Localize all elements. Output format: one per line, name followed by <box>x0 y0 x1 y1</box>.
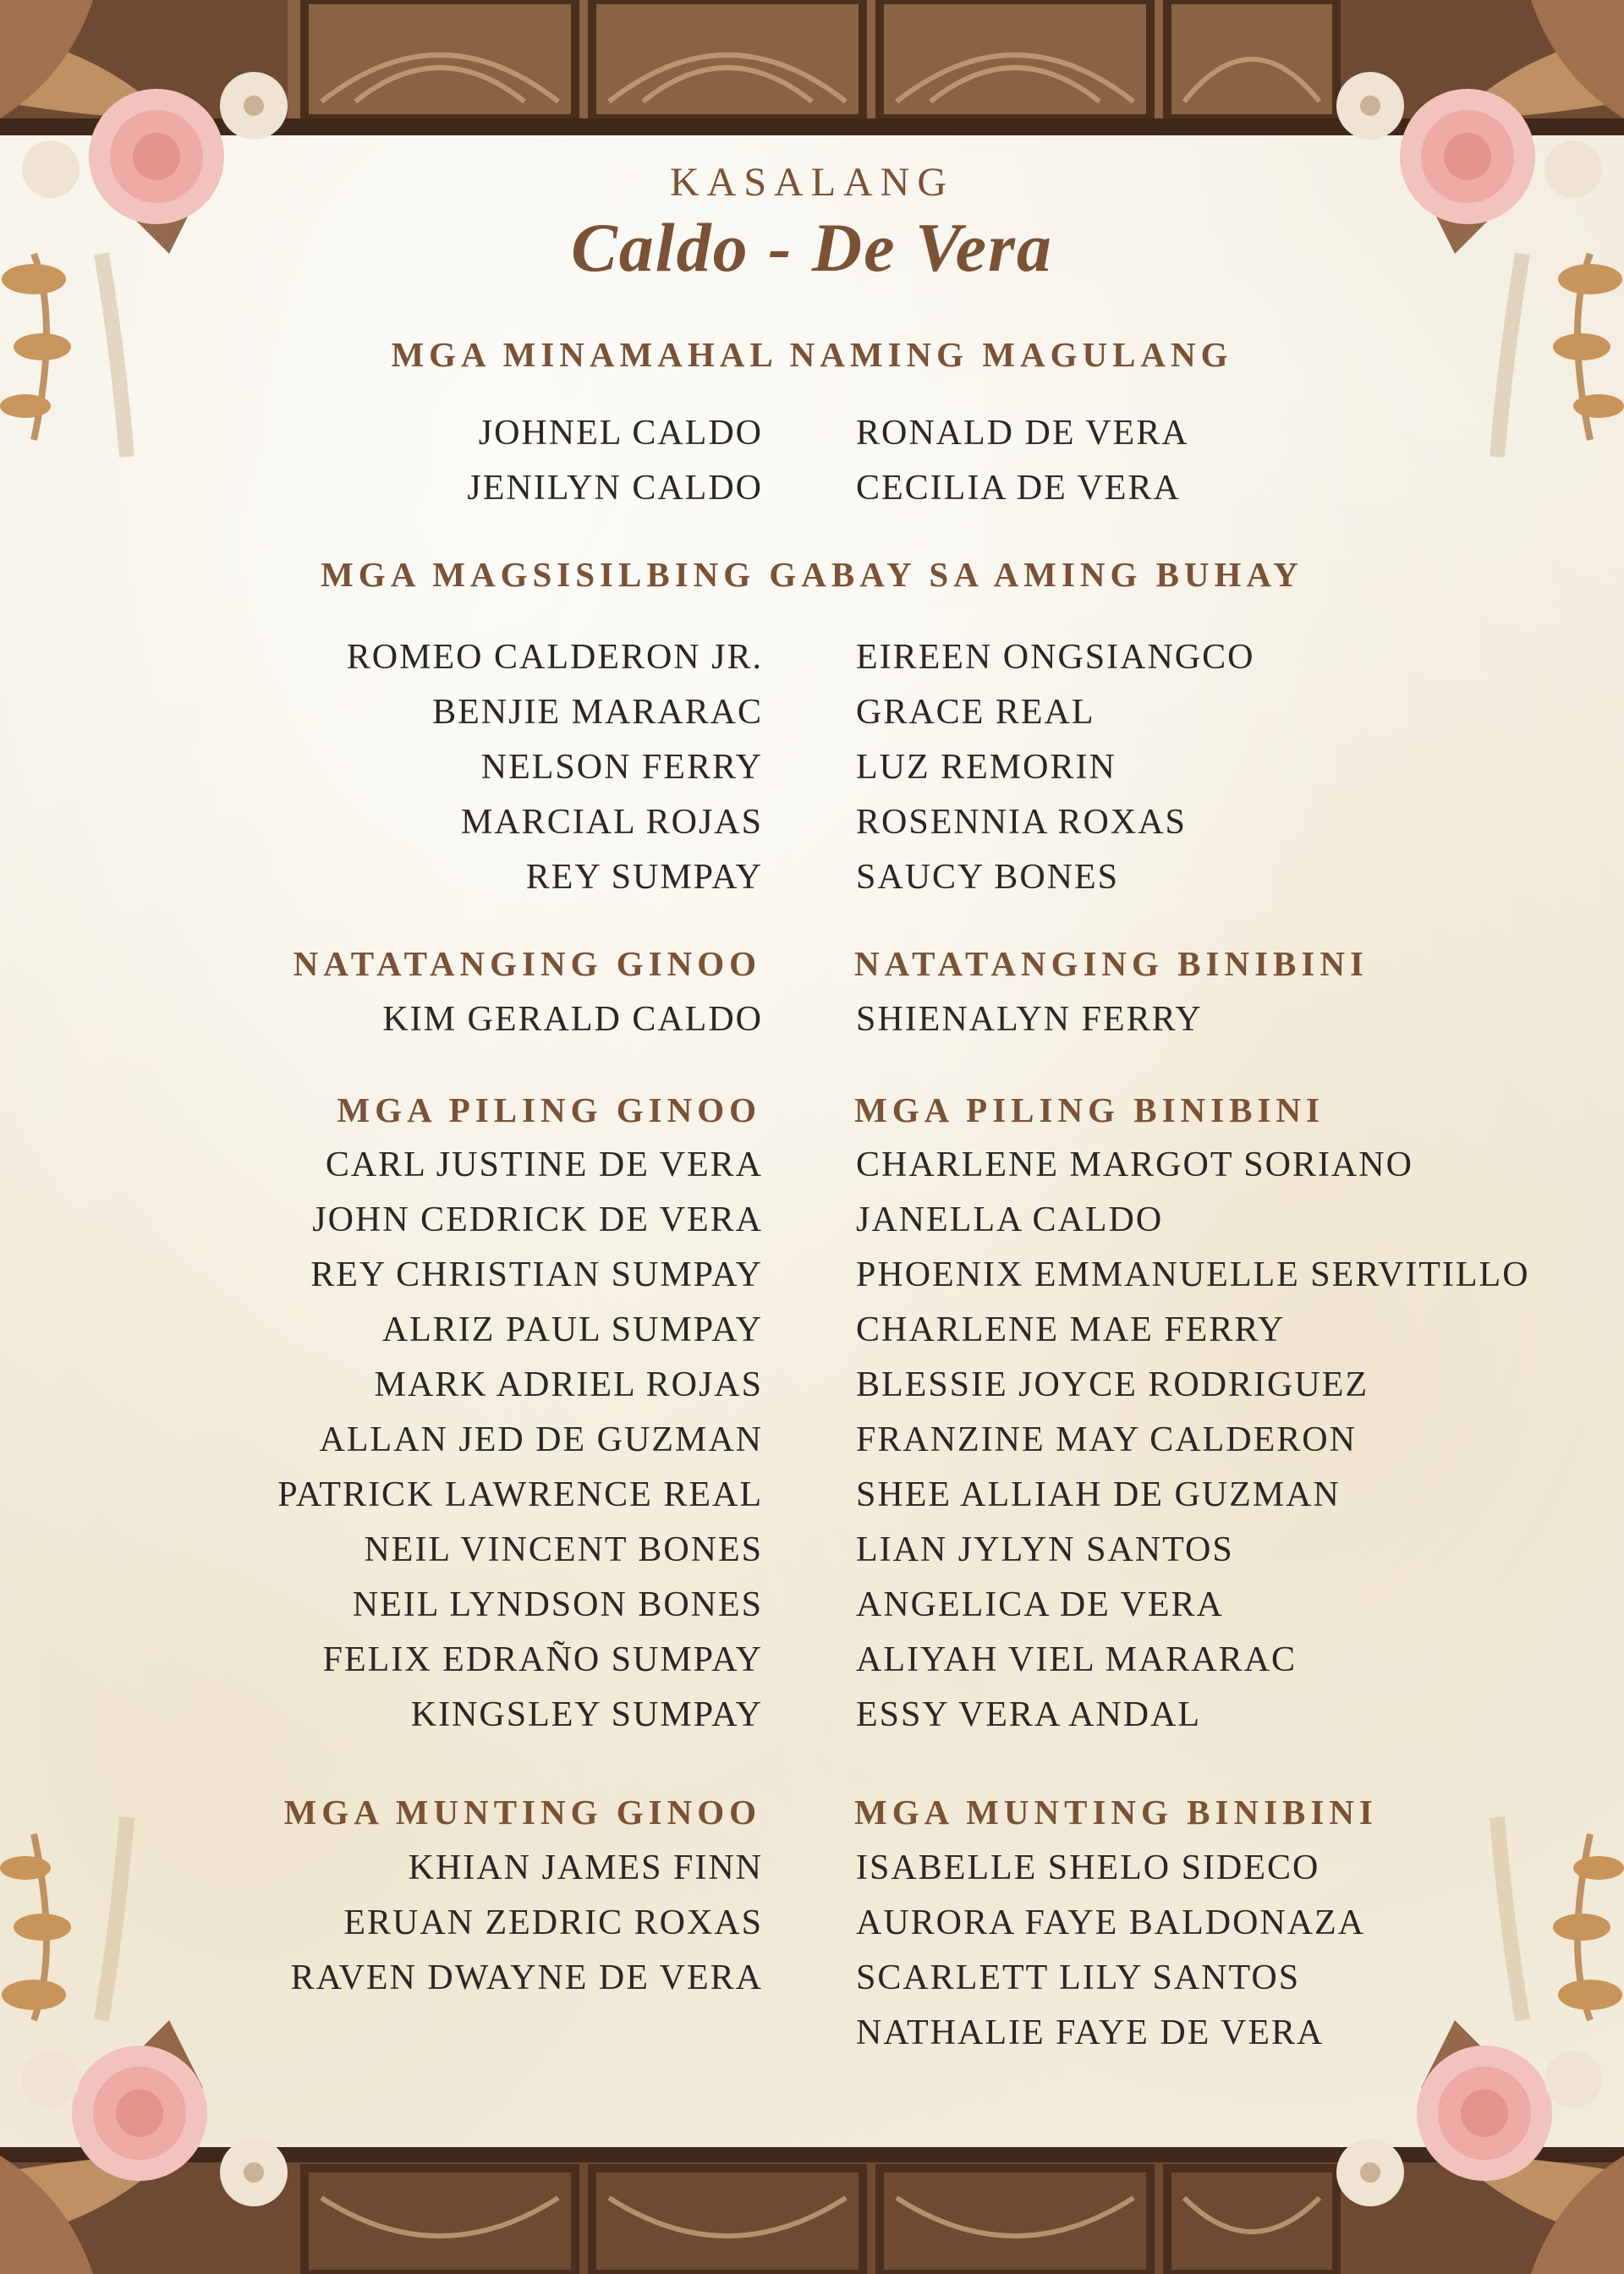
list-item: NELSON FERRY <box>480 748 763 787</box>
couple-names-title: Caldo - De Vera <box>571 209 1053 286</box>
list-item: KHIAN JAMES FINN <box>408 1848 763 1887</box>
list-item: NEIL LYNDSON BONES <box>352 1585 763 1624</box>
best-man-heading: NATATANGING GINOO <box>293 944 761 983</box>
list-item: KINGSLEY SUMPAY <box>410 1695 763 1734</box>
list-item: JENILYN CALDO <box>467 469 763 508</box>
list-item: RAVEN DWAYNE DE VERA <box>290 1958 763 1997</box>
bridesmaids-heading: MGA PILING BINIBINI <box>854 1090 1325 1129</box>
maid-of-honor-heading: NATATANGING BINIBINI <box>854 944 1369 983</box>
list-item: FELIX EDRAÑO SUMPAY <box>322 1640 763 1679</box>
list-item: LIAN JYLYN SANTOS <box>856 1530 1234 1569</box>
list-item: SAUCY BONES <box>856 858 1119 897</box>
sponsors-left-list <box>347 630 763 905</box>
list-item: KIM GERALD CALDO <box>382 1000 763 1039</box>
list-item: ALLAN JED DE GUZMAN <box>319 1420 763 1459</box>
list-item: CECILIA DE VERA <box>856 469 1181 508</box>
list-item: JOHNEL CALDO <box>478 414 763 453</box>
list-item: ALRIZ PAUL SUMPAY <box>381 1310 763 1349</box>
maid-of-honor-list <box>856 992 1203 1047</box>
list-item: FRANZINE MAY CALDERON <box>856 1420 1357 1459</box>
list-item: ROMEO CALDERON JR. <box>346 638 763 677</box>
list-item: MARCIAL ROJAS <box>461 803 763 842</box>
list-item: PHOENIX EMMANUELLE SERVITILLO <box>856 1255 1530 1294</box>
list-item: SHEE ALLIAH DE GUZMAN <box>856 1475 1341 1514</box>
little-gentlemen-heading: MGA MUNTING GINOO <box>283 1793 761 1832</box>
list-item: AURORA FAYE BALDONAZA <box>856 1903 1366 1942</box>
groomsmen-heading: MGA PILING GINOO <box>337 1090 761 1129</box>
list-item: ISABELLE SHELO SIDECO <box>856 1848 1320 1887</box>
list-item: REY CHRISTIAN SUMPAY <box>310 1255 763 1294</box>
groomsmen-list <box>277 1138 763 1743</box>
parents-bride-side-list <box>856 406 1189 516</box>
list-item: NATHALIE FAYE DE VERA <box>856 2013 1325 2052</box>
list-item: PATRICK LAWRENCE REAL <box>277 1475 763 1514</box>
list-item: GRACE REAL <box>856 693 1095 732</box>
little-gentlemen-list <box>291 1841 763 2006</box>
list-item: SCARLETT LILY SANTOS <box>856 1958 1301 1997</box>
list-item: REY SUMPAY <box>525 858 763 897</box>
list-item: NEIL VINCENT BONES <box>364 1530 763 1569</box>
list-item: MARK ADRIEL ROJAS <box>374 1365 763 1404</box>
list-item: CHARLENE MARGOT SORIANO <box>856 1145 1413 1184</box>
list-item: BENJIE MARARAC <box>432 693 763 732</box>
kicker-title: KASALANG <box>670 160 954 205</box>
list-item: EIREEN ONGSIANGCO <box>856 638 1255 677</box>
sponsors-heading: MGA MAGSISILBING GABAY SA AMING BUHAY <box>321 555 1303 594</box>
list-item: LUZ REMORIN <box>856 748 1116 787</box>
list-item: SHIENALYN FERRY <box>856 1000 1203 1039</box>
list-item: ROSENNIA ROXAS <box>856 803 1187 842</box>
list-item: CARL JUSTINE DE VERA <box>325 1145 763 1184</box>
list-item: ALIYAH VIEL MARARAC <box>856 1640 1297 1679</box>
sponsors-right-list <box>856 630 1254 905</box>
list-item: BLESSIE JOYCE RODRIGUEZ <box>856 1365 1369 1404</box>
list-item: ANGELICA DE VERA <box>856 1585 1224 1624</box>
list-item: JANELLA CALDO <box>856 1200 1164 1239</box>
list-item: JOHN CEDRICK DE VERA <box>312 1200 763 1239</box>
little-ladies-heading: MGA MUNTING BINIBINI <box>854 1793 1378 1832</box>
little-ladies-list <box>856 1841 1365 2061</box>
list-item: ERUAN ZEDRIC ROXAS <box>343 1903 763 1942</box>
parents-groom-side-list <box>467 406 763 516</box>
parents-heading: MGA MINAMAHAL NAMING MAGULANG <box>391 335 1233 374</box>
list-item: CHARLENE MAE FERRY <box>856 1310 1286 1349</box>
list-item: RONALD DE VERA <box>856 414 1189 453</box>
list-item: ESSY VERA ANDAL <box>856 1695 1202 1734</box>
best-man-list <box>382 992 763 1047</box>
bridesmaids-list <box>856 1138 1530 1743</box>
